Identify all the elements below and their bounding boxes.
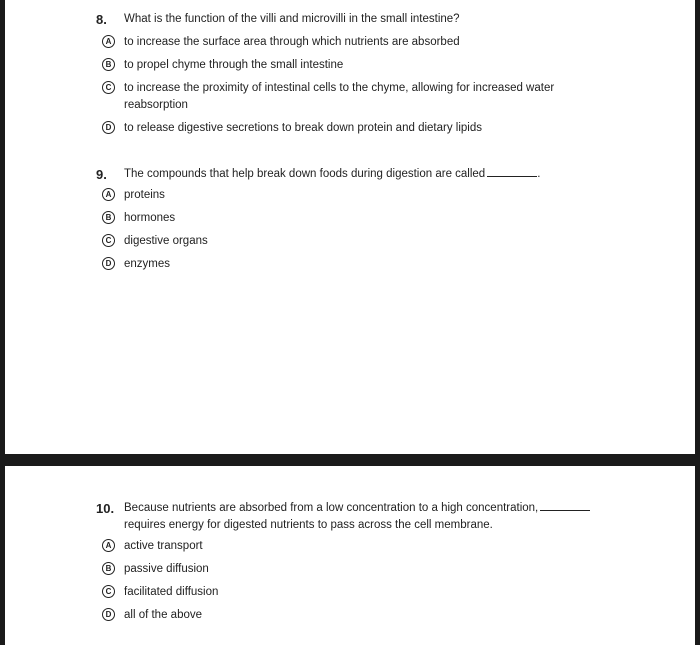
option-letter-badge[interactable]: B: [102, 211, 115, 224]
option-d[interactable]: [96, 607, 656, 624]
option-text: enzymes: [124, 258, 171, 270]
option-text: proteins: [124, 189, 165, 201]
option-text: to increase the proximity of intestinal cells to the chyme, allowing for increased water reabsorption: [124, 82, 555, 111]
option-text: all of the above: [124, 609, 203, 621]
option-text: to increase the surface area through which nutrients are absorbed: [124, 36, 460, 48]
question-panel-bottom: [5, 466, 695, 645]
option-text: hormones: [124, 212, 176, 224]
option-text: facilitated diffusion: [124, 586, 219, 598]
option-text: active transport: [124, 540, 203, 552]
question-number: 8.: [96, 12, 107, 27]
question-9: [96, 166, 656, 273]
option-letter-badge[interactable]: B: [102, 562, 115, 575]
question-number: 9.: [96, 167, 107, 182]
option-text: digestive organs: [124, 235, 208, 247]
question-10-prompt: [96, 500, 656, 534]
answer-blank: [540, 510, 590, 511]
option-letter-badge[interactable]: C: [102, 585, 115, 598]
question-10: [96, 500, 656, 624]
option-letter-badge[interactable]: C: [102, 234, 115, 247]
option-a[interactable]: [96, 34, 656, 51]
option-d[interactable]: [96, 256, 656, 273]
option-b[interactable]: [96, 561, 656, 578]
option-text: to propel chyme through the small intestine: [124, 59, 344, 71]
question-text: What is the function of the villi and microvilli in the small intestine?: [124, 13, 460, 25]
answer-blank: [487, 176, 537, 177]
question-panel-top: [5, 0, 695, 454]
option-c[interactable]: [96, 233, 656, 250]
option-b[interactable]: [96, 210, 656, 227]
option-letter-badge[interactable]: A: [102, 35, 115, 48]
question-text-suffix: .: [537, 168, 541, 180]
question-text-content: The compounds that help break down foods during digestion are called: [124, 168, 486, 180]
option-a[interactable]: [96, 538, 656, 555]
option-text: passive diffusion: [124, 563, 209, 575]
option-b[interactable]: [96, 57, 656, 74]
option-c[interactable]: [96, 584, 656, 601]
option-letter-badge[interactable]: A: [102, 539, 115, 552]
question-number: 10.: [96, 501, 115, 516]
option-a[interactable]: [96, 187, 656, 204]
question-text-before: Because nutrients are absorbed from a low concentration to a high concentration,: [124, 502, 539, 514]
option-text: to release digestive secretions to break down protein and dietary lipids: [124, 122, 482, 134]
option-d[interactable]: [96, 120, 656, 137]
option-letter-badge[interactable]: D: [102, 608, 115, 621]
option-c[interactable]: [96, 80, 656, 114]
option-letter-badge[interactable]: D: [102, 257, 115, 270]
option-letter-badge[interactable]: A: [102, 188, 115, 201]
question-8-prompt: [96, 11, 656, 28]
question-text: [124, 500, 656, 534]
question-8: [96, 11, 656, 137]
question-text: [124, 166, 656, 183]
option-letter-badge[interactable]: C: [102, 81, 115, 94]
question-9-prompt: [96, 166, 656, 183]
option-letter-badge[interactable]: B: [102, 58, 115, 71]
question-text-after: requires energy for digested nutrients to pass across the cell membrane.: [124, 519, 493, 531]
option-letter-badge[interactable]: D: [102, 121, 115, 134]
